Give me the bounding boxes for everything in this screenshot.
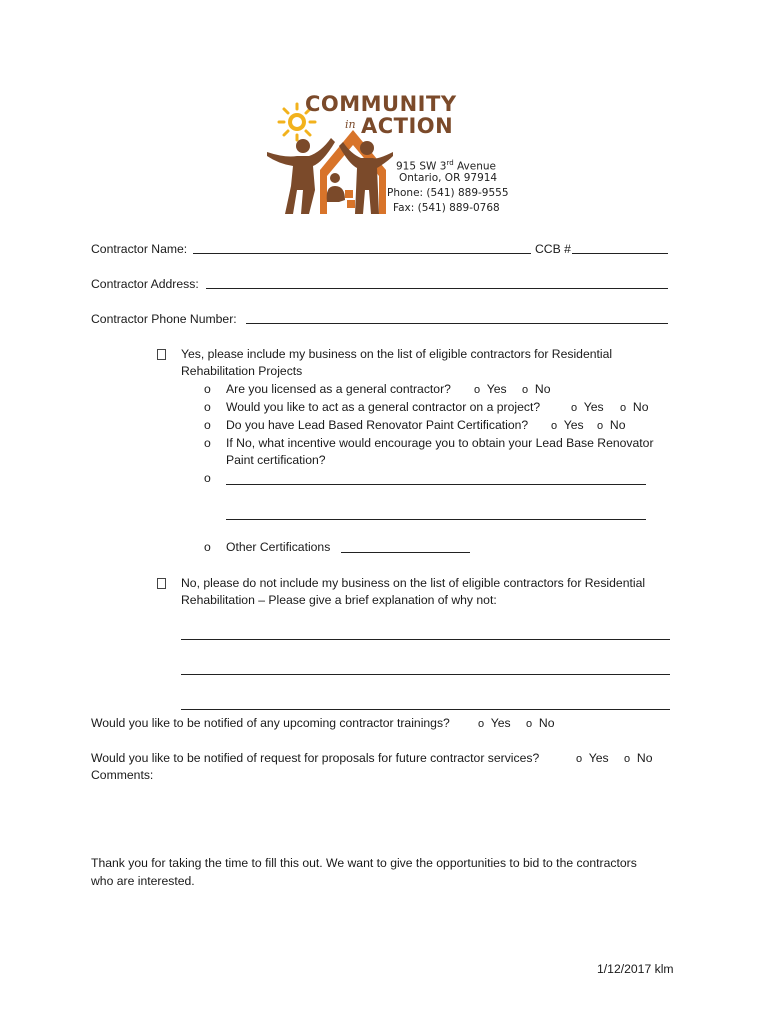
comments-label: Comments: [91, 768, 154, 782]
proposals-yes-label: Yes [588, 751, 609, 765]
no-explanation-field-3[interactable] [181, 709, 670, 710]
q1-text: Are you licensed as a general contractor? [226, 382, 451, 396]
q1-bullet: o [204, 382, 211, 396]
org-name-line1: COMMUNITY [305, 92, 457, 116]
q2-bullet: o [204, 400, 211, 414]
no-explanation-field-1[interactable] [181, 639, 670, 640]
street-sup: rd [446, 159, 454, 167]
closing-line2: who are interested. [91, 874, 195, 888]
q3-text: Do you have Lead Based Renovator Paint Certification? [226, 418, 529, 432]
proposals-no-label: No [636, 751, 653, 765]
trainings-no-label: No [538, 716, 555, 730]
ccb-label: CCB # [535, 242, 571, 256]
proposals-yes-marker: o [576, 753, 583, 765]
contractor-address-label: Contractor Address: [91, 277, 199, 291]
contractor-phone-field[interactable] [246, 323, 668, 324]
proposals-yes-option[interactable] [576, 750, 609, 767]
q2-no-label: No [632, 400, 649, 414]
q1-no-label: No [534, 382, 551, 396]
q3-no-label: No [609, 418, 626, 432]
q2-text: Would you like to act as a general contractor on a project? [226, 400, 541, 414]
org-name-line2: ACTION [361, 114, 454, 138]
q1-no-marker: o [522, 384, 529, 396]
q3-no-marker: o [597, 420, 604, 432]
q3-no-option[interactable] [597, 417, 626, 434]
no-include-line1: No, please do not include my business on the list of eligible contractors for Residential [181, 576, 646, 590]
q4-answer-bullet: o [204, 471, 211, 485]
yes-include-checkbox[interactable] [157, 349, 166, 360]
address-fax: Fax: (541) 889-0768 [393, 202, 500, 214]
q2-yes-label: Yes [583, 400, 604, 414]
q4-answer-field-2[interactable] [226, 519, 646, 520]
trainings-question: Would you like to be notified of any upcoming contractor trainings? [91, 716, 450, 730]
ccb-field[interactable] [572, 253, 668, 254]
contractor-address-field[interactable] [206, 288, 668, 289]
q1-yes-option[interactable] [474, 381, 507, 398]
q4-bullet: o [204, 436, 211, 450]
no-include-line2: Rehabilitation – Please give a brief explanation of why not: [181, 593, 497, 607]
q2-no-marker: o [620, 402, 627, 414]
address-phone: Phone: (541) 889-9555 [387, 187, 509, 199]
trainings-yes-marker: o [478, 718, 485, 730]
footer-date: 1/12/2017 klm [597, 962, 674, 976]
q2-yes-marker: o [571, 402, 578, 414]
trainings-no-marker: o [526, 718, 533, 730]
address-city: Ontario, OR 97914 [399, 172, 498, 184]
q2-no-option[interactable] [620, 399, 649, 416]
q4-text-line2: Paint certification? [226, 453, 326, 467]
no-explanation-field-2[interactable] [181, 674, 670, 675]
q3-yes-option[interactable] [551, 417, 584, 434]
proposals-question: Would you like to be notified of request for proposals for future contractor services? [91, 751, 540, 765]
other-cert-label: Other Certifications [226, 540, 331, 554]
proposals-no-marker: o [624, 753, 631, 765]
yes-include-line1: Yes, please include my business on the list of eligible contractors for Residential [181, 347, 613, 361]
other-cert-bullet: o [204, 540, 211, 554]
yes-include-line2: Rehabilitation Projects [181, 364, 303, 378]
q1-no-option[interactable] [522, 381, 551, 398]
trainings-no-option[interactable] [526, 715, 555, 732]
street-suffix: Avenue [453, 160, 497, 173]
no-include-checkbox[interactable] [157, 578, 166, 589]
contractor-phone-label: Contractor Phone Number: [91, 312, 237, 326]
trainings-yes-label: Yes [490, 716, 511, 730]
contractor-name-label: Contractor Name: [91, 242, 188, 256]
q4-answer-field-1[interactable] [226, 484, 646, 485]
q3-yes-label: Yes [563, 418, 584, 432]
q1-yes-marker: o [474, 384, 481, 396]
comments-area[interactable] [91, 786, 671, 846]
closing-line1: Thank you for taking the time to fill this out. We want to give the opportunities to bid to the contractors [91, 856, 637, 870]
proposals-no-option[interactable] [624, 750, 653, 767]
q1-yes-label: Yes [486, 382, 507, 396]
q2-yes-option[interactable] [571, 399, 604, 416]
org-name-in: in [345, 118, 356, 131]
q4-text-line1: If No, what incentive would encourage you to obtain your Lead Base Renovator [226, 436, 654, 450]
other-cert-field[interactable] [341, 552, 470, 553]
q3-yes-marker: o [551, 420, 558, 432]
q3-bullet: o [204, 418, 211, 432]
street-number: 915 SW 3 [396, 160, 447, 173]
trainings-yes-option[interactable] [478, 715, 511, 732]
contractor-name-field[interactable] [193, 253, 531, 254]
